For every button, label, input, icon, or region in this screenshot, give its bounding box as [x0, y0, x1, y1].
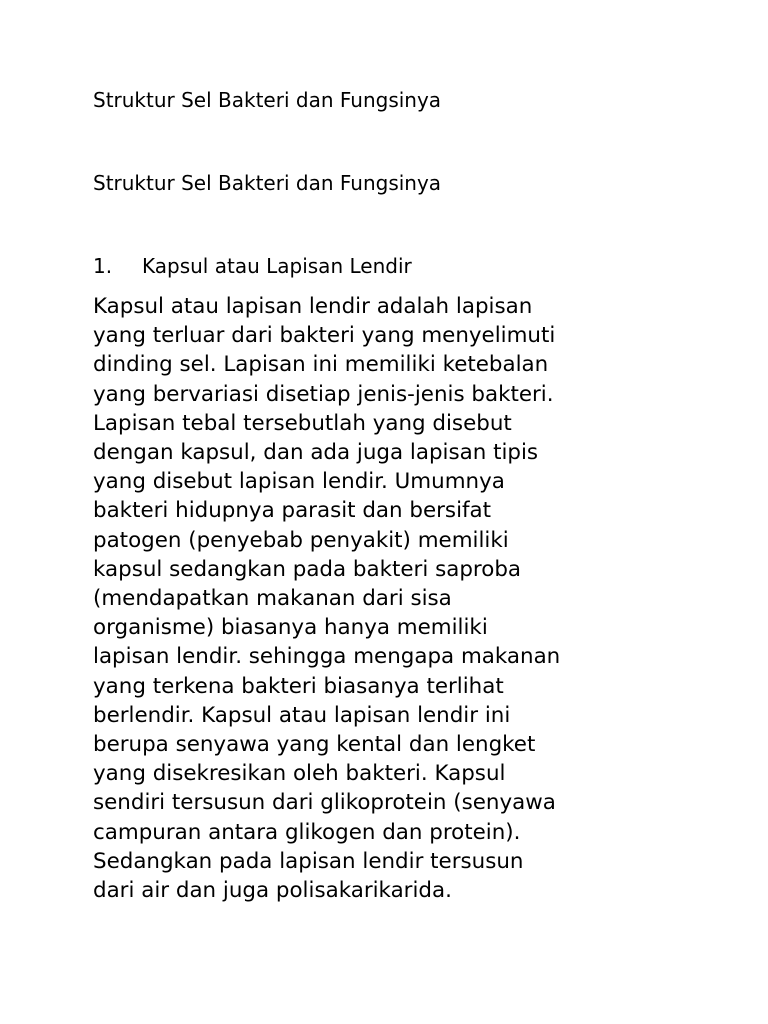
- document-title: Struktur Sel Bakteri dan Fungsinya: [93, 88, 442, 112]
- paragraph-line: patogen (penyebab penyakit) memiliki: [93, 527, 509, 553]
- paragraph-line: Lapisan tebal tersebutlah yang disebut: [93, 410, 512, 436]
- paragraph-line: kapsul sedangkan pada bakteri saproba: [93, 556, 522, 582]
- paragraph-line: yang terluar dari bakteri yang menyelimuti: [93, 323, 556, 349]
- document-subtitle: Struktur Sel Bakteri dan Fungsinya: [93, 171, 442, 195]
- paragraph-line: organisme) biasanya hanya memiliki: [93, 615, 488, 641]
- paragraph-line: yang terkena bakteri biasanya terlihat: [93, 673, 504, 699]
- paragraph-line: campuran antara glikogen dan protein).: [93, 819, 521, 845]
- paragraph-line: Kapsul atau lapisan lendir adalah lapisan: [93, 294, 533, 319]
- paragraph-line: dari air dan juga polisakarikarida.: [93, 878, 452, 904]
- paragraph-line: yang disebut lapisan lendir. Umumnya: [93, 469, 505, 495]
- paragraph-line: Sedangkan pada lapisan lendir tersusun: [93, 848, 524, 874]
- paragraph-line: sendiri tersusun dari glikoprotein (senyawa: [93, 790, 556, 816]
- section-heading: [93, 253, 412, 279]
- section-number: 1.: [93, 254, 113, 278]
- paragraph-line: dinding sel. Lapisan ini memiliki ketebalan: [93, 352, 549, 378]
- body-paragraph: [93, 292, 693, 905]
- section-heading-text: Kapsul atau Lapisan Lendir: [142, 254, 412, 278]
- paragraph-line: berupa senyawa yang kental dan lengket: [93, 732, 536, 758]
- paragraph-line: berlendir. Kapsul atau lapisan lendir ini: [93, 702, 511, 728]
- paragraph-line: yang disekresikan oleh bakteri. Kapsul: [93, 761, 506, 787]
- paragraph-line: bakteri hidupnya parasit dan bersifat: [93, 498, 492, 524]
- paragraph-line: yang bervariasi disetiap jenis-jenis bakteri.: [93, 381, 554, 407]
- paragraph-line: dengan kapsul, dan ada juga lapisan tipis: [93, 440, 539, 466]
- paragraph-line: (mendapatkan makanan dari sisa: [93, 586, 452, 612]
- paragraph-line: lapisan lendir. sehingga mengapa makanan: [93, 644, 561, 670]
